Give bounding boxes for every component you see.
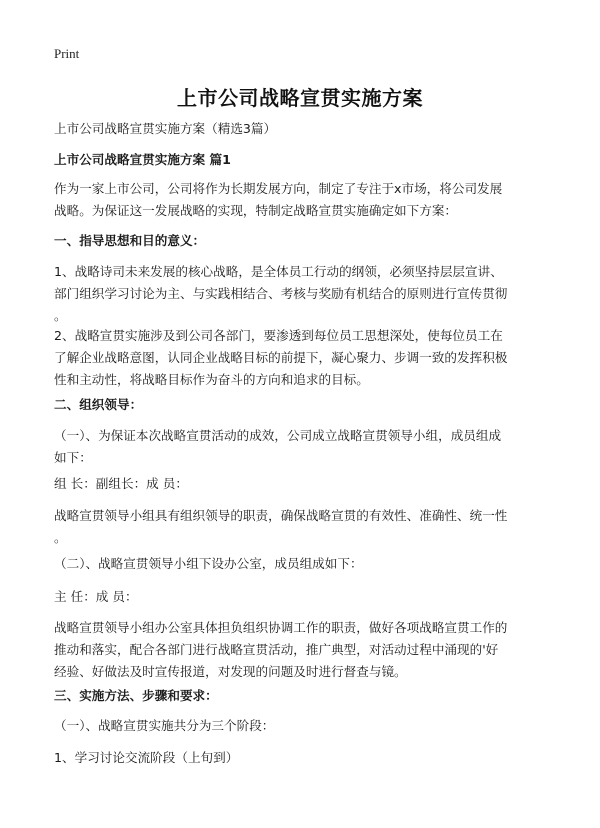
members-leadership: 组 长：副组长：成 员： <box>54 476 188 491</box>
heading-organization: 二、组织领导： <box>54 397 143 412</box>
paragraph-2 <box>54 325 554 391</box>
paragraph-line: 。 <box>54 530 67 545</box>
paragraph-line: 了解企业战略意图，认同企业战略目标的前提下，凝心聚力、步调一致的发挥积极 <box>54 350 508 365</box>
intro-line: 作为一家上市公司，公司将作为长期发展方向，制定了专注于x市场，将公司发展 <box>54 181 503 196</box>
members-office: 主 任：成 员： <box>54 589 138 604</box>
paragraph-line: 1、战略诗司未来发展的核心战略，是全体员工行动的纲领，必须坚持层层宣讲、 <box>54 264 503 279</box>
paragraph-3 <box>54 425 554 469</box>
paragraph-line: 战略宣贯领导小组具有组织领导的职责，确保战略宣贯的有效性、准确性、统一性 <box>54 508 508 523</box>
section-title: 上市公司战略宣贯实施方案 篇1 <box>54 152 231 167</box>
paragraph-line: 推动和落实，配合各部门进行战略宣贯活动，推广典型，对活动过程中涌现的'好 <box>54 642 499 657</box>
paragraph-line: （一）、为保证本次战略宣贯活动的成效，公司成立战略宣贯领导小组，成员组成 <box>54 428 502 443</box>
paragraph-line: 如下： <box>54 450 92 465</box>
paragraph-1 <box>54 261 554 327</box>
paragraph-6 <box>54 617 554 683</box>
paragraph-7: （一）、战略宣贯实施共分为三个阶段： <box>54 718 275 733</box>
paragraph-line: 经验、好做法及时宣传报道，对发现的问题及时进行督查与镜。 <box>54 664 407 679</box>
document-subtitle: 上市公司战略宣贯实施方案（精选3篇） <box>54 121 277 136</box>
document-title: 上市公司战略宣贯实施方案 <box>177 86 423 110</box>
paragraph-line: 部门组织学习讨论为主、与实践相结合、考核与奖励有机结合的原则进行宣传贯彻 <box>54 286 508 301</box>
paragraph-line: 战略宣贯领导小组办公室具体担负组织协调工作的职责，做好各项战略宣贯工作的 <box>54 620 508 635</box>
heading-guiding-principles: 一、指导思想和目的意义： <box>54 233 206 248</box>
paragraph-line: 性和主动性，将战略目标作为奋斗的方向和追求的目标。 <box>54 372 369 387</box>
paragraph-line: 。 <box>54 308 67 323</box>
intro-paragraph <box>54 178 554 222</box>
paragraph-5: （二）、战略宣贯领导小组下设办公室，成员组成如下： <box>54 556 363 571</box>
paragraph-line: 2、战略宣贯实施涉及到公司各部门，要渗透到每位员工思想深处，使每位员工在 <box>54 328 503 343</box>
heading-implementation: 三、实施方法、步骤和要求： <box>54 688 218 703</box>
paragraph-4 <box>54 505 554 549</box>
paragraph-8: 1、学习讨论交流阶段（上旬到） <box>54 750 239 765</box>
intro-line: 战略。为保证这一发展战略的实现，特制定战略宣贯实施确定如下方案： <box>54 203 457 218</box>
print-link[interactable]: Print <box>54 46 80 61</box>
